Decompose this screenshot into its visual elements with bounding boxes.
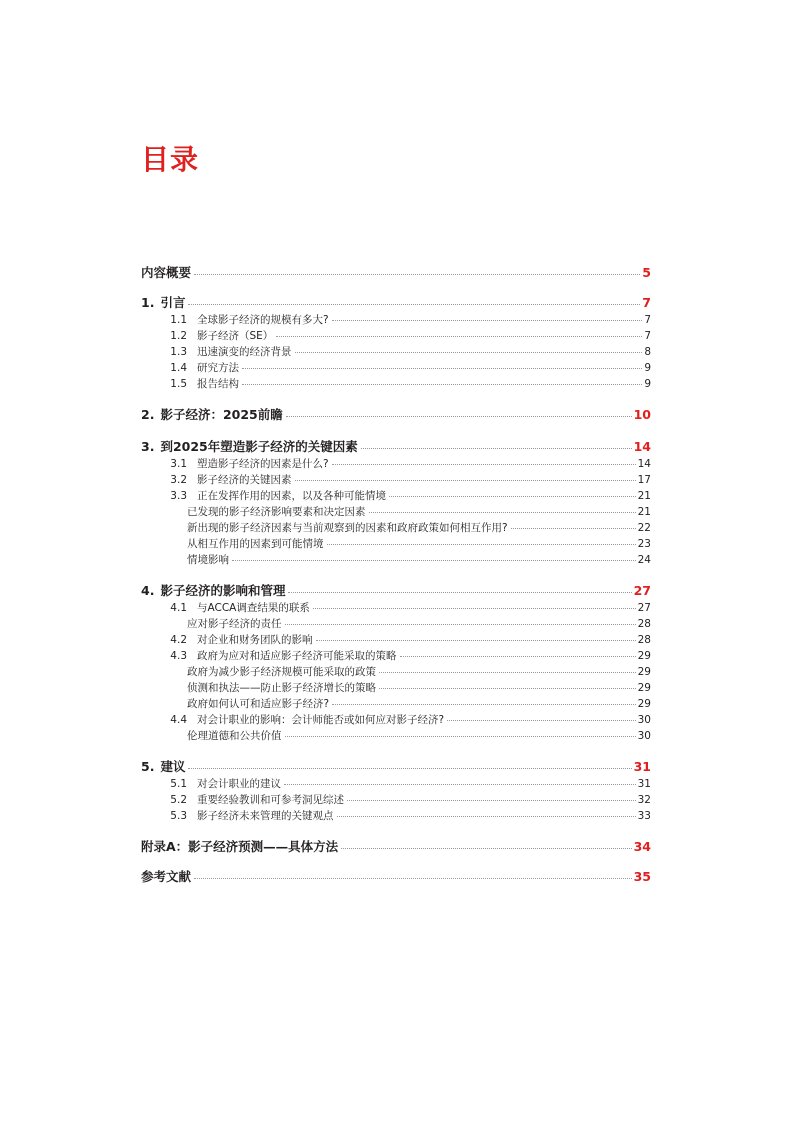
- toc-entry-label: 政府为减少影子经济规模可能采取的政策: [187, 666, 376, 678]
- toc-entry-page: 28: [637, 618, 651, 630]
- toc-entry-label: 影子经济的影响和管理: [160, 583, 286, 598]
- toc-entry-section-3[interactable]: [141, 438, 651, 456]
- toc-entry-4-3-c[interactable]: [141, 696, 651, 712]
- toc-entry-page: 28: [637, 634, 651, 646]
- toc-entry-summary[interactable]: [141, 264, 651, 282]
- toc-entry-page: 34: [633, 839, 651, 854]
- page-title: 目录: [141, 143, 200, 176]
- dot-leader: [188, 304, 640, 305]
- toc-entry-5-3[interactable]: [141, 808, 651, 824]
- toc-entry-page: 22: [637, 522, 651, 534]
- toc-entry-page: 33: [637, 810, 651, 822]
- toc-entry-label: 政府为应对和适应影子经济可能采取的策略: [197, 650, 397, 662]
- toc-entry-label: 伦理道德和公共价值: [187, 730, 282, 742]
- table-of-contents: [141, 264, 651, 886]
- dot-leader: [332, 464, 636, 465]
- toc-entry-page: 32: [637, 794, 651, 806]
- toc-entry-section-1[interactable]: [141, 294, 651, 312]
- toc-entry-1-4[interactable]: [141, 360, 651, 376]
- toc-entry-page: 23: [637, 538, 651, 550]
- toc-entry-label: 建议: [160, 759, 186, 774]
- toc-entry-label: 影子经济未来管理的关键观点: [197, 810, 334, 822]
- toc-entry-page: 35: [633, 869, 651, 884]
- toc-entry-1-3[interactable]: [141, 344, 651, 360]
- toc-entry-label: 参考文献: [141, 869, 192, 884]
- toc-entry-page: 8: [644, 346, 651, 358]
- toc-entry-page: 31: [637, 778, 651, 790]
- dot-leader: [285, 624, 636, 625]
- toc-entry-1-2[interactable]: [141, 328, 651, 344]
- toc-entry-page: 27: [633, 583, 651, 598]
- toc-entry-page: 17: [637, 474, 651, 486]
- toc-entry-page: 29: [637, 682, 651, 694]
- dot-leader: [400, 656, 636, 657]
- toc-entry-label: 研究方法: [197, 362, 239, 374]
- toc-entry-section-4[interactable]: [141, 582, 651, 600]
- toc-section-number: 1.: [141, 295, 155, 310]
- toc-entry-label: 迅速演变的经济背景: [197, 346, 292, 358]
- toc-entry-3-3-a[interactable]: [141, 504, 651, 520]
- dot-leader: [369, 512, 636, 513]
- toc-section-number: 3.: [141, 439, 155, 454]
- dot-leader: [285, 736, 636, 737]
- toc-entry-page: 30: [637, 714, 651, 726]
- toc-entry-label: 对会计职业的建议: [197, 778, 281, 790]
- dot-leader: [379, 672, 636, 673]
- toc-entry-page: 29: [637, 666, 651, 678]
- toc-entry-page: 7: [644, 330, 651, 342]
- toc-item-number: 5.3: [170, 810, 187, 822]
- toc-entry-3-3[interactable]: [141, 488, 651, 504]
- toc-entry-label: 政府如何认可和适应影子经济?: [187, 698, 330, 710]
- toc-section-number: 4.: [141, 583, 155, 598]
- dot-leader: [313, 608, 636, 609]
- toc-entry-label: 引言: [160, 295, 186, 310]
- toc-entry-label: 到2025年塑造影子经济的关键因素: [160, 439, 358, 454]
- toc-entry-4-1-a[interactable]: [141, 616, 651, 632]
- dot-leader: [242, 384, 642, 385]
- dot-leader: [232, 560, 636, 561]
- toc-entry-label: 对企业和财务团队的影响: [197, 634, 313, 646]
- toc-entry-3-3-b[interactable]: [141, 520, 651, 536]
- dot-leader: [286, 416, 632, 417]
- dot-leader: [347, 800, 636, 801]
- dot-leader: [194, 274, 640, 275]
- toc-entry-label: 对会计职业的影响：会计师能否或如何应对影子经济?: [197, 714, 445, 726]
- toc-entry-4-1[interactable]: [141, 600, 651, 616]
- toc-item-number: 3.2: [170, 474, 187, 486]
- dot-leader: [511, 528, 636, 529]
- toc-item-number: 5.2: [170, 794, 187, 806]
- toc-item-number: 4.1: [170, 602, 187, 614]
- toc-entry-label: 应对影子经济的责任: [187, 618, 282, 630]
- toc-entry-label: 塑造影子经济的因素是什么?: [197, 458, 329, 470]
- dot-leader: [188, 768, 631, 769]
- toc-entry-label: 全球影子经济的规模有多大?: [197, 314, 329, 326]
- toc-entry-page: 9: [644, 362, 651, 374]
- toc-entry-label: 新出现的影子经济因素与当前观察到的因素和政府政策如何相互作用?: [187, 522, 508, 534]
- toc-entry-label: 附录A：影子经济预测——具体方法: [141, 839, 339, 854]
- dot-leader: [341, 848, 631, 849]
- toc-entry-4-3-a[interactable]: [141, 664, 651, 680]
- toc-entry-page: 7: [642, 295, 651, 310]
- toc-entry-page: 14: [633, 439, 651, 454]
- toc-entry-page: 27: [637, 602, 651, 614]
- dot-leader: [242, 368, 642, 369]
- toc-entry-label: 影子经济的关键因素: [197, 474, 292, 486]
- toc-entry-page: 5: [642, 265, 651, 280]
- toc-item-number: 1.1: [170, 314, 187, 326]
- toc-item-number: 1.2: [170, 330, 187, 342]
- dot-leader: [447, 720, 636, 721]
- toc-entry-1-1[interactable]: [141, 312, 651, 328]
- toc-entry-page: 21: [637, 506, 651, 518]
- toc-entry-page: 29: [637, 698, 651, 710]
- toc-entry-page: 7: [644, 314, 651, 326]
- toc-entry-label: 影子经济：2025前瞻: [160, 407, 283, 422]
- toc-entry-4-4[interactable]: [141, 712, 651, 728]
- dot-leader: [327, 544, 636, 545]
- toc-entry-page: 9: [644, 378, 651, 390]
- toc-entry-page: 31: [633, 759, 651, 774]
- toc-item-number: 4.4: [170, 714, 187, 726]
- toc-entry-label: 正在发挥作用的因素，以及各种可能情境: [197, 490, 386, 502]
- toc-section-number: 2.: [141, 407, 155, 422]
- dot-leader: [284, 784, 636, 785]
- dot-leader: [332, 704, 636, 705]
- toc-entry-5-1[interactable]: [141, 776, 651, 792]
- toc-item-number: 1.5: [170, 378, 187, 390]
- toc-section-number: 5.: [141, 759, 155, 774]
- toc-entry-page: 10: [633, 407, 651, 422]
- toc-entry-page: 30: [637, 730, 651, 742]
- toc-item-number: 4.3: [170, 650, 187, 662]
- toc-entry-section-2[interactable]: [141, 406, 651, 424]
- dot-leader: [288, 592, 631, 593]
- toc-entry-appendix-a[interactable]: [141, 838, 651, 856]
- toc-item-number: 4.2: [170, 634, 187, 646]
- toc-entry-3-3-d[interactable]: [141, 552, 651, 568]
- toc-entry-label: 已发现的影子经济影响要素和决定因素: [187, 506, 366, 518]
- toc-entry-label: 从相互作用的因素到可能情境: [187, 538, 324, 550]
- toc-entry-4-3-b[interactable]: [141, 680, 651, 696]
- toc-entry-references[interactable]: [141, 868, 651, 886]
- toc-entry-label: 侦测和执法——防止影子经济增长的策略: [187, 682, 376, 694]
- toc-entry-label: 影子经济（SE）: [197, 330, 274, 342]
- toc-entry-4-4-a[interactable]: [141, 728, 651, 744]
- toc-entry-page: 14: [637, 458, 651, 470]
- toc-entry-page: 24: [637, 554, 651, 566]
- toc-entry-3-2[interactable]: [141, 472, 651, 488]
- toc-entry-1-5[interactable]: [141, 376, 651, 392]
- dot-leader: [337, 816, 636, 817]
- dot-leader: [332, 320, 643, 321]
- toc-entry-section-5[interactable]: [141, 758, 651, 776]
- toc-entry-label: 重要经验教训和可参考洞见综述: [197, 794, 344, 806]
- dot-leader: [361, 448, 632, 449]
- toc-entry-page: 29: [637, 650, 651, 662]
- toc-item-number: 1.4: [170, 362, 187, 374]
- toc-item-number: 5.1: [170, 778, 187, 790]
- dot-leader: [276, 336, 642, 337]
- toc-entry-4-3[interactable]: [141, 648, 651, 664]
- dot-leader: [295, 480, 636, 481]
- toc-entry-3-3-c[interactable]: [141, 536, 651, 552]
- dot-leader: [295, 352, 643, 353]
- toc-entry-page: 21: [637, 490, 651, 502]
- toc-item-number: 3.1: [170, 458, 187, 470]
- dot-leader: [316, 640, 636, 641]
- toc-entry-3-1[interactable]: [141, 456, 651, 472]
- dot-leader: [389, 496, 636, 497]
- toc-entry-4-2[interactable]: [141, 632, 651, 648]
- dot-leader: [379, 688, 636, 689]
- toc-entry-label: 内容概要: [141, 265, 192, 280]
- toc-entry-label: 与ACCA调查结果的联系: [197, 602, 310, 614]
- toc-entry-label: 报告结构: [197, 378, 239, 390]
- toc-item-number: 1.3: [170, 346, 187, 358]
- toc-entry-5-2[interactable]: [141, 792, 651, 808]
- toc-entry-label: 情境影响: [187, 554, 229, 566]
- dot-leader: [194, 878, 632, 879]
- toc-item-number: 3.3: [170, 490, 187, 502]
